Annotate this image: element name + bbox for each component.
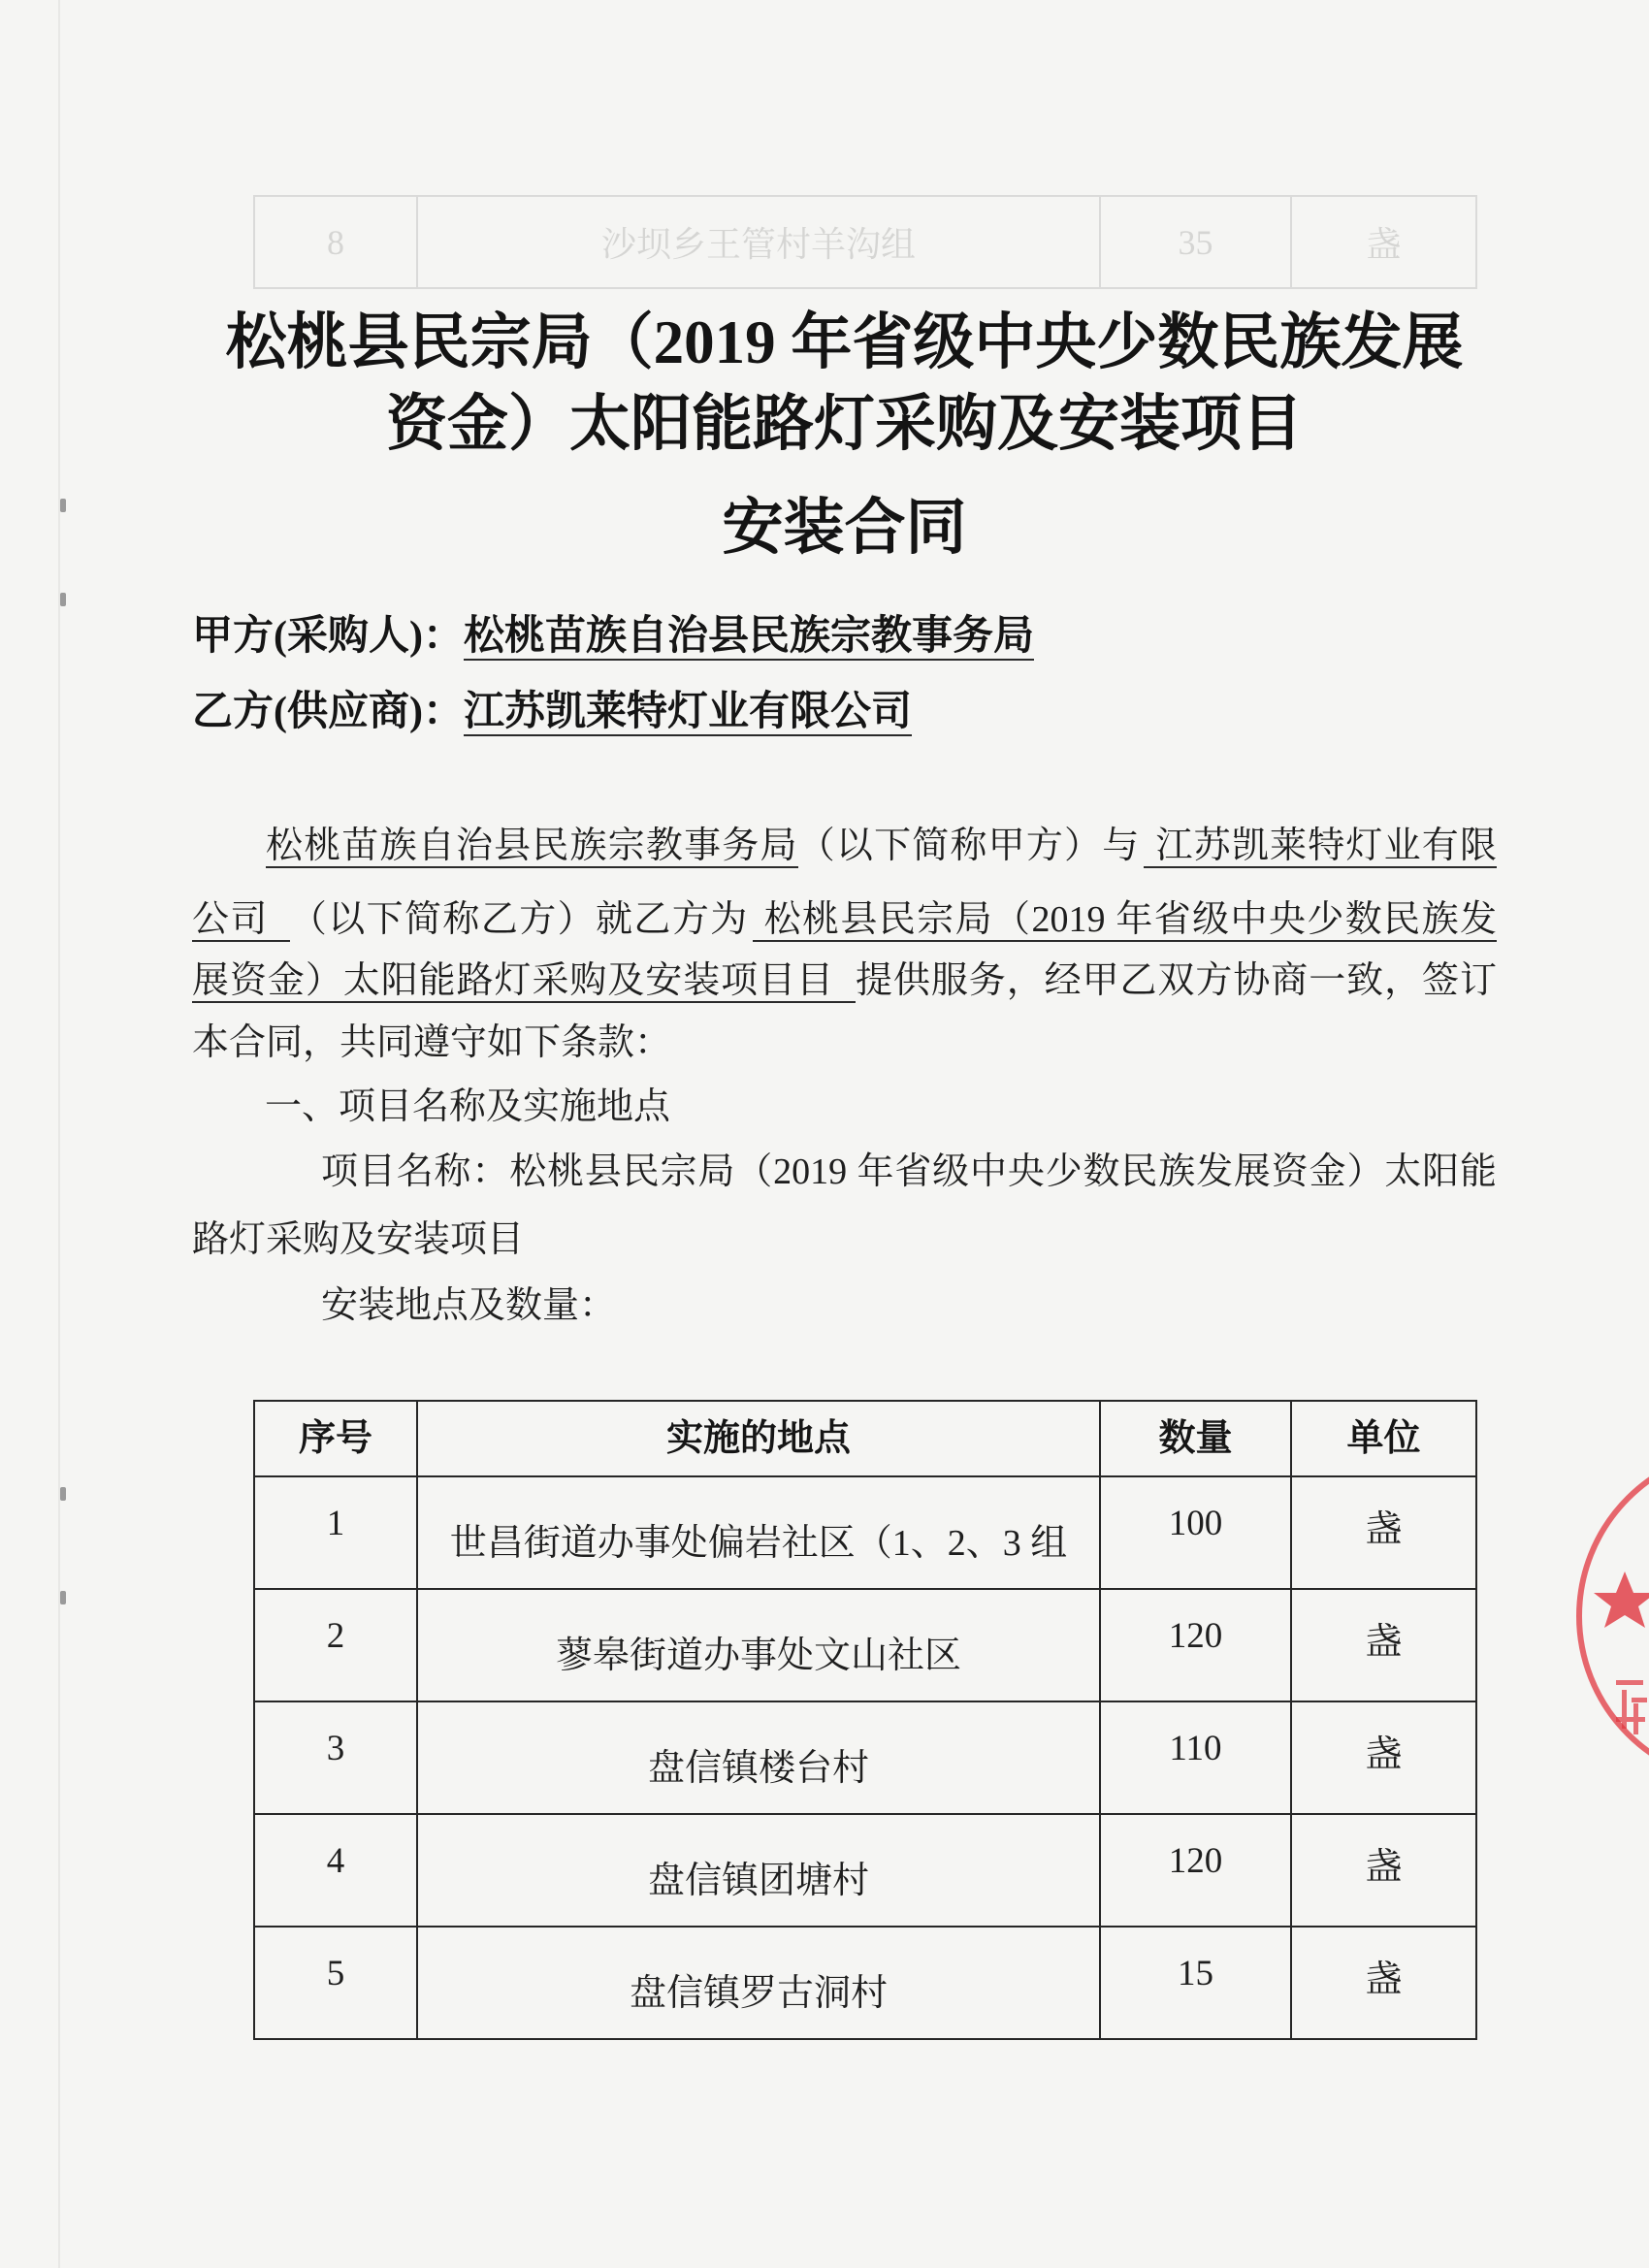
party-a-name: 松桃苗族自治县民族宗教事务局 (463, 614, 1034, 659)
party-a (192, 607, 1034, 665)
row-no: 3 (254, 1701, 417, 1814)
punch-hole (60, 1487, 66, 1501)
party-a-label: 甲方(采购人)： (192, 614, 464, 659)
project-name-line-2: 路灯采购及安装项目 (192, 1219, 525, 1260)
locations-table (253, 1400, 1477, 2040)
punch-hole (60, 1591, 66, 1604)
row-unit: 盏 (1291, 1701, 1476, 1814)
show-through-no: 8 (254, 196, 417, 288)
row-location: 盘信镇团塘村 (417, 1814, 1100, 1927)
party-b-label: 乙方(供应商)： (192, 690, 464, 734)
intro-line-1 (266, 819, 1497, 873)
project-name-value: 松桃县民宗局（2019 年省级中央少数民族发展资金）太阳能 (509, 1151, 1497, 1192)
party-b-name: 江苏凯莱特灯业有限公司 (463, 690, 912, 734)
intro-project-name-1: 松桃县民宗局（2019 年省级中央少数民族发 (753, 899, 1497, 942)
intro-line-3 (192, 954, 1497, 1008)
header-unit: 单位 (1291, 1401, 1476, 1476)
table-row (254, 1701, 1476, 1814)
table-header-row (254, 1401, 1476, 1476)
row-qty: 120 (1100, 1589, 1291, 1701)
row-unit: 盏 (1291, 1927, 1476, 2039)
section-1-heading: 一、项目名称及实施地点 (265, 1086, 671, 1127)
intro-party-a-name: 松桃苗族自治县民族宗教事务局 (266, 826, 798, 866)
paper-crease (58, 0, 60, 2268)
table-row (254, 1589, 1476, 1701)
intro-line-2 (192, 892, 1497, 947)
header-qty: 数量 (1100, 1401, 1291, 1476)
intro-line-4: 本合同，共同遵守如下条款： (192, 1022, 672, 1063)
header-no: 序号 (254, 1401, 417, 1476)
show-through-qty: 35 (1100, 196, 1291, 288)
row-no: 2 (254, 1589, 417, 1701)
intro-text-1: （以下简称甲方）与 (797, 826, 1141, 866)
row-qty: 120 (1100, 1814, 1291, 1927)
row-no: 1 (254, 1476, 417, 1589)
intro-text-2: （以下简称乙方）就乙方为 (289, 899, 749, 940)
title-line-2: 资金）太阳能路灯采购及安装项目 (386, 390, 1303, 458)
show-through-unit: 盏 (1291, 196, 1476, 288)
project-name-line-1 (321, 1145, 1497, 1199)
row-no: 5 (254, 1927, 417, 2039)
row-unit: 盏 (1291, 1476, 1476, 1589)
table-row (254, 1814, 1476, 1927)
table-row (254, 1927, 1476, 2039)
show-through-row (253, 195, 1477, 289)
row-location: 世昌街道办事处偏岩社区（1、2、3 组 (417, 1476, 1100, 1589)
punch-hole (60, 499, 66, 512)
punch-hole (60, 593, 66, 606)
row-unit: 盏 (1291, 1589, 1476, 1701)
row-location: 盘信镇罗古洞村 (417, 1927, 1100, 2039)
intro-text-3: 提供服务，经甲乙双方协商一致，签订 (855, 960, 1497, 1001)
intro-party-b-name-1: 江苏凯莱特灯业有限 (1144, 826, 1497, 868)
header-location: 实施的地点 (417, 1401, 1100, 1476)
row-location: 盘信镇楼台村 (417, 1701, 1100, 1814)
row-qty: 110 (1100, 1701, 1291, 1814)
intro-party-b-name-2: 公司 (192, 899, 290, 942)
red-seal-stamp (1552, 1426, 1649, 1814)
party-b (192, 683, 912, 741)
row-unit: 盏 (1291, 1814, 1476, 1927)
seal-star-icon (1594, 1571, 1649, 1628)
row-qty: 100 (1100, 1476, 1291, 1589)
title-line-3: 安装合同 (722, 494, 967, 562)
locations-label: 安装地点及数量： (321, 1285, 617, 1326)
show-through-table-row (254, 196, 1476, 288)
intro-project-name-2: 展资金）太阳能路灯采购及安装项目目 (192, 960, 856, 1003)
title-line-1: 松桃县民宗局（2019 年省级中央少数民族发展 (225, 308, 1464, 376)
project-name-label: 项目名称： (321, 1151, 510, 1192)
row-no: 4 (254, 1814, 417, 1927)
row-location: 蓼皋街道办事处文山社区 (417, 1589, 1100, 1701)
row-qty: 15 (1100, 1927, 1291, 2039)
show-through-location: 沙坝乡王管村羊沟组 (417, 196, 1100, 288)
table-row (254, 1476, 1476, 1589)
